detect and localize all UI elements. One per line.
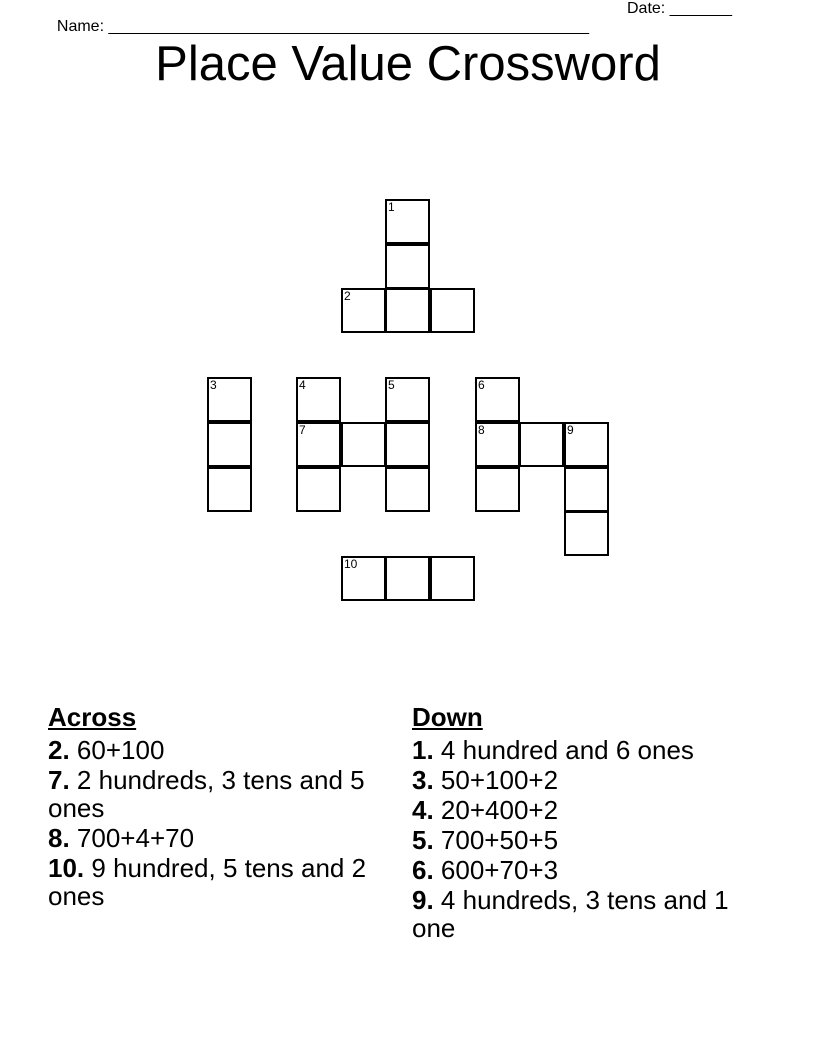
cell-number: 8 <box>478 423 485 437</box>
grid-cell[interactable] <box>296 377 341 422</box>
grid-cell[interactable] <box>385 422 430 467</box>
clue-down-4: 4. 20+400+2 <box>412 795 559 825</box>
grid-cell[interactable] <box>430 288 475 333</box>
grid-cell[interactable] <box>385 199 430 244</box>
cell-number: 7 <box>299 423 306 437</box>
grid-cell[interactable] <box>296 467 341 512</box>
down-heading: Down <box>412 702 483 732</box>
grid-cell[interactable] <box>519 422 564 467</box>
grid-cell[interactable] <box>564 422 609 467</box>
grid-cell[interactable] <box>475 467 520 512</box>
cell-number: 9 <box>567 423 574 437</box>
cell-number: 6 <box>478 378 485 392</box>
cell-number: 1 <box>388 200 395 214</box>
clue-down-3: 3. 50+100+2 <box>412 765 559 795</box>
down-clues <box>412 702 742 944</box>
cell-number: 5 <box>388 378 395 392</box>
grid-cell[interactable] <box>207 377 252 422</box>
grid-cell[interactable] <box>385 556 430 601</box>
grid-cell[interactable] <box>385 467 430 512</box>
cell-number: 3 <box>210 378 217 392</box>
cell-number: 4 <box>299 378 306 392</box>
grid-cell[interactable] <box>341 422 386 467</box>
grid-cell[interactable] <box>475 422 520 467</box>
clue-across-7: 7. 2 hundreds, 3 tens and 5 ones <box>48 765 365 823</box>
grid-cell[interactable] <box>385 244 430 289</box>
grid-cell[interactable] <box>430 556 475 601</box>
clue-across-10: 10. 9 hundred, 5 tens and 2 ones <box>48 853 367 911</box>
clue-down-9: 9. 4 hundreds, 3 tens and 1 one <box>412 885 729 943</box>
clue-down-1: 1. 4 hundred and 6 ones <box>412 735 694 765</box>
page-title: Place Value Crossword <box>155 37 661 91</box>
across-clues <box>48 702 378 912</box>
grid-cell[interactable] <box>296 422 341 467</box>
grid-cell[interactable] <box>564 511 609 556</box>
grid-cell[interactable] <box>385 377 430 422</box>
name-field[interactable]: Name: ______________________________________________________ <box>56 18 589 35</box>
grid-cell[interactable] <box>564 467 609 512</box>
grid-cell[interactable] <box>341 556 386 601</box>
cell-number: 10 <box>344 557 358 571</box>
clue-across-8: 8. 700+4+70 <box>48 823 195 853</box>
across-heading: Across <box>48 702 137 732</box>
cell-number: 2 <box>344 289 351 303</box>
clue-down-5: 5. 700+50+5 <box>412 825 559 855</box>
grid-cell[interactable] <box>207 467 252 512</box>
date-field[interactable]: Date: _______ <box>627 0 732 17</box>
grid-cell[interactable] <box>341 288 386 333</box>
grid-cell[interactable] <box>207 422 252 467</box>
grid-cell[interactable] <box>475 377 520 422</box>
grid-cell[interactable] <box>385 288 430 333</box>
clue-down-6: 6. 600+70+3 <box>412 855 559 885</box>
clue-across-2: 2. 60+100 <box>48 735 165 765</box>
